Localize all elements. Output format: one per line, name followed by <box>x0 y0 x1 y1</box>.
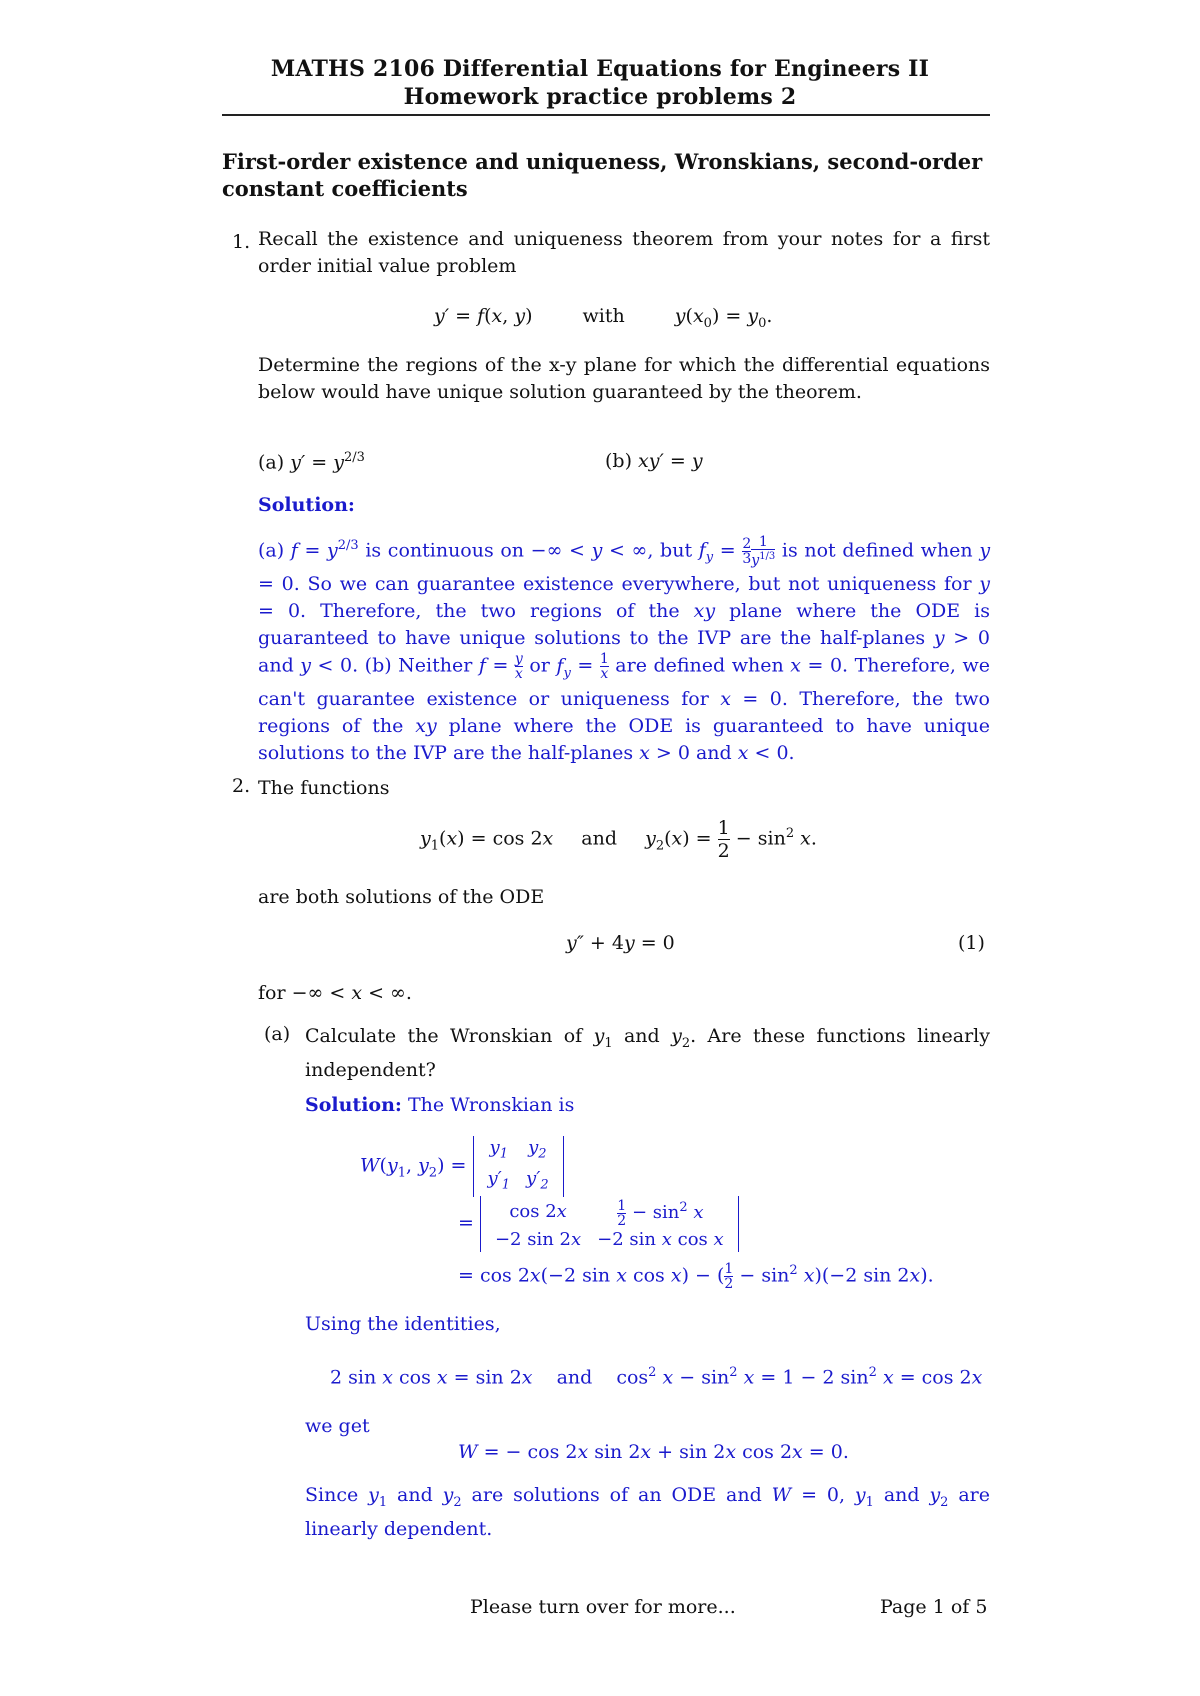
q1-solution-label: Solution: <box>258 494 355 516</box>
page-subtitle: Homework practice problems 2 <box>403 84 797 110</box>
q2-and: and <box>581 827 618 850</box>
footer-page-number: Page 1 of 5 <box>880 1596 988 1618</box>
q2-number: 2. <box>232 775 251 797</box>
q2-are-both: are both solutions of the ODE <box>258 886 545 908</box>
q2-ode-equation: y″ + 4y = 0 <box>566 932 675 954</box>
q2-intro: The functions <box>258 777 390 799</box>
q2-conclusion: Since $y_1$ and $y_2$ are solutions of an ODE and W = 0, $y_1$ and $y_2$ are linearly dependent. <box>305 1484 990 1540</box>
wronskian-result: W = − cos 2x sin 2x + sin 2x cos 2x = 0. <box>458 1441 849 1463</box>
wronskian-determinant-1: $y_1$ $y_2$ $y'_1$ $y'_2$ <box>473 1136 564 1197</box>
q2-equation-number: (1) <box>958 932 985 954</box>
q2-solution-label: Solution: <box>305 1094 402 1116</box>
q2-we-get: we get <box>305 1415 370 1437</box>
q1-part-a: (a) $y' = y^{2/3}$ <box>258 450 365 474</box>
q2-solution-line <box>305 1094 574 1116</box>
q2-part-a-label: (a) <box>264 1023 291 1045</box>
q1-number: 1. <box>232 231 251 253</box>
identities-equation: 2 sin x cos x = sin 2x and $\cos^2 x - \sin^2 x = 1 - 2$ $\sin^2 x = \cos 2x$ <box>330 1365 983 1389</box>
q1-part-b-label: (b) <box>605 450 632 472</box>
wronskian-line-1: $W(y_1$, $y_2$) = $y_1$ $y_2$ $y'_1$ $y'_2$ <box>360 1136 564 1197</box>
q1-with: with <box>582 305 625 327</box>
q2-solution-lead: The Wronskian is <box>407 1094 575 1116</box>
q2-functions-equation: $y_1(x) = \cos 2x$ and $y_2(x)$ = $\frac{1}{2}$ − $\sin^2 x$. <box>420 817 817 862</box>
footer-turn-over: Please turn over for more... <box>470 1596 736 1618</box>
q1-part-b: (b) xy′ = y <box>605 450 703 472</box>
q1-intro: Recall the existence and uniqueness theorem from your notes for a first order initial value problem <box>258 228 990 277</box>
q1-determine: Determine the regions of the x-y plane for which the differential equations below would have unique solution guaranteed by the theorem. <box>258 354 990 403</box>
section-title: First-order existence and uniqueness, Wronskians, second-order constant coefficients <box>222 149 983 201</box>
q1-ivp-equation: y′ = f(x, y) with $y(x_0) = y_0$. <box>434 305 773 331</box>
q1-part-a-label: (a) <box>258 451 285 474</box>
q2-part-a-text: Calculate the Wronskian of $y_1$ and $y_2$. Are these functions linearly independent? <box>305 1025 990 1081</box>
header-rule <box>222 114 990 116</box>
q1-solution-body: (a) $f = y^{2/3}$ is continuous on −∞ < y < ∞, but $f_y$ = $\frac{2}{3}$ $\frac{1}{y^{1/3}}$ is not defined when y = 0. So we can guarantee existence everywhere, but not uniqueness for y = 0. Therefore, the two regions of the xy plane where the ODE is guaranteed to have unique solutions to the IVP are the half-planes y > 0 and y < 0. (b) Neither f = $\frac{y}{x}$ or $f_y$ = $\frac{1}{x}$ are defined when x = 0. Therefore, we can't guarantee existence or uniqueness for x = 0. Therefore, the two regions of the xy plane where the ODE is guaranteed to have unique solutions to the IVP are the half-planes x > 0 and x < 0. <box>258 534 991 765</box>
wronskian-line-2: = cos 2x $\frac{1}{2}$ − $\sin^2 x$ −2 sin 2x −2 sin x cos x <box>458 1196 739 1252</box>
q2-using-identities: Using the identities, <box>305 1313 501 1335</box>
wronskian-line-3: = cos 2x(−2 sin x cos x) − ( $\frac{1}{2}$ − $\sin^2 x)(-2$ sin 2x). <box>458 1261 934 1292</box>
q2-domain: for −∞ < x < ∞. <box>258 982 412 1004</box>
wronskian-determinant-2: cos 2x $\frac{1}{2}$ − $\sin^2 x$ −2 sin 2x −2 sin x cos x <box>480 1196 739 1252</box>
course-title: MATHS 2106 Differential Equations for Engineers II <box>270 56 930 82</box>
